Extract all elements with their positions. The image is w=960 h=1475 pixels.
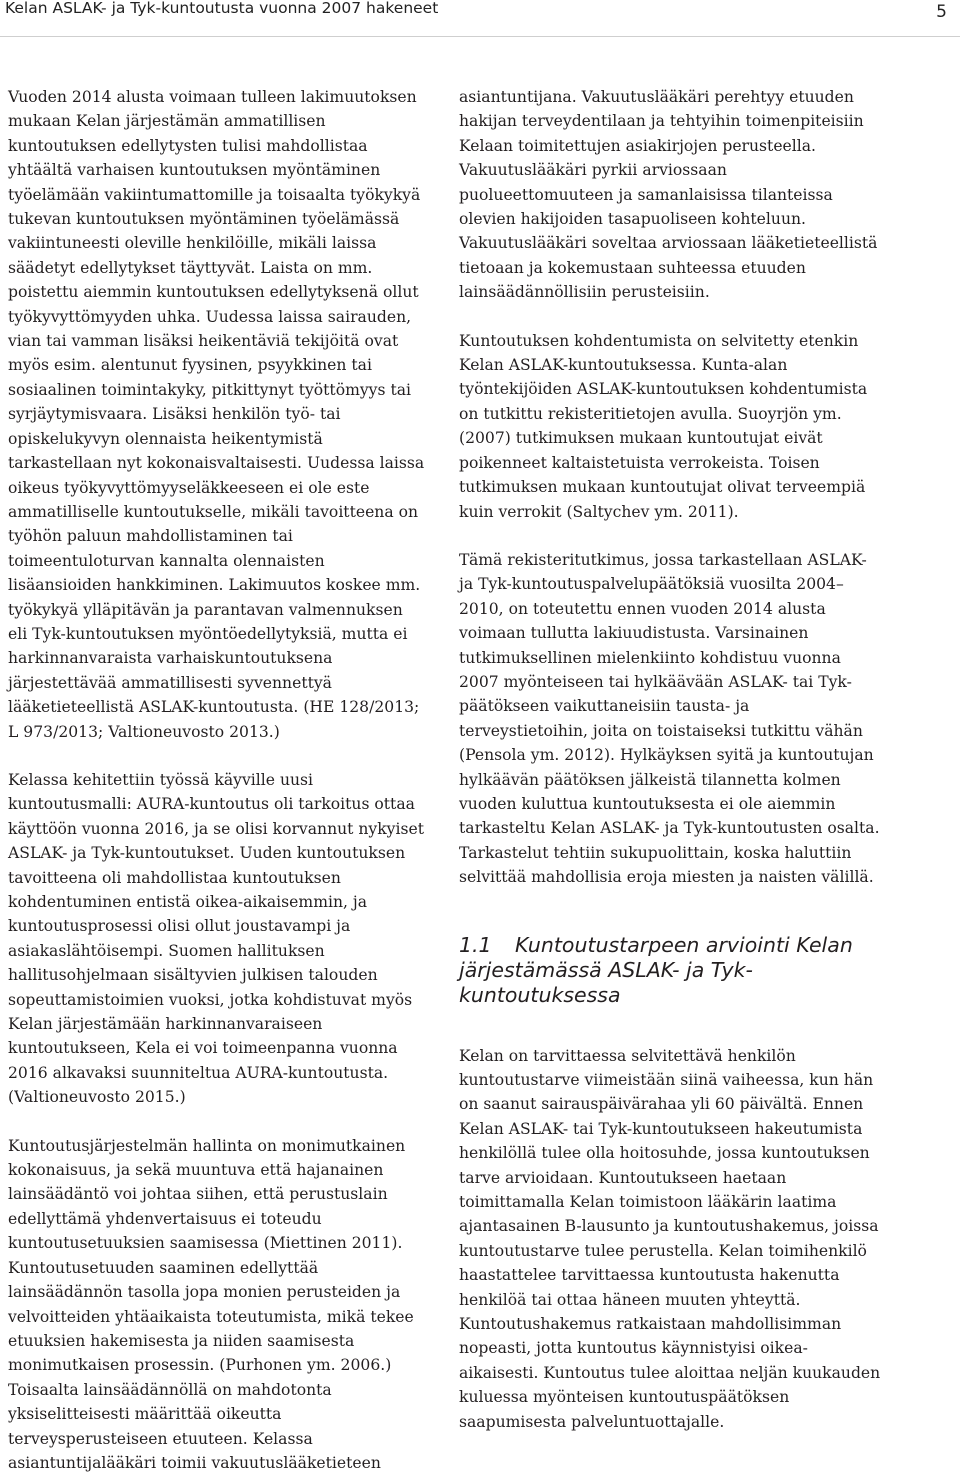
page-number: 5 [936,2,947,22]
paragraph: Tämä rekisteritutkimus, jossa tarkastellaan ASLAK- ja Tyk-kuntoutuspalvelupäätöksiä vuosilta 2004–2010, on toteutettu ennen vuoden 2014 alusta voimaan tullutta lakiuudistusta. Varsinainen tutkimuksellinen mielenkiinto kohdistuu vuonna 2007 myönteiseen tai hylkäävään ASLAK- tai Tyk-päätökseen vaikuttaneisiin tausta- ja terveystietoihin, joita on toistaiseksi tutkittu vähän (Pensola ym. 2012). Hylkäyksen syitä ja kuntoutujan hylkäävän päätöksen jälkeistä tilannetta kolmen vuoden kuluttua kuntoutuksesta ei ole aiemmin tarkasteltu Kelan ASLAK- ja Tyk-kuntoutusten osalta. Tarkastelut tehtiin sukupuolittain, koska haluttiin selvittää mahdollisia eroja miesten ja naisten välillä. [459,550,880,887]
section-number: 1.1 [459,932,492,957]
left-column [8,85,426,1475]
right-column [459,85,883,1434]
paragraph: Kelassa kehitettiin työssä käyville uusi kuntoutusmalli: AURA-kuntoutus oli tarkoitus ottaa käyttöön vuonna 2016, ja se olisi korvannut nykyiset ASLAK- ja Tyk-kuntoutukset. Uuden kuntoutuksen tavoitteena oli mahdollistaa kuntoutuksen kohdentuminen entistä oikea-aikaisemmin, ja kuntoutusprosessi olisi ollut joustavampi ja asiakaslähtöisempi. Suomen hallituksen hallitusohjelmaan sisältyvien julkisen talouden sopeuttamistoimien vuoksi, jotka kohdistuvat myös Kelan järjestämään harkinnanvaraiseen kuntoutukseen, Kela ei voi toimeenpanna vuonna 2016 alkavaksi suunniteltua AURA-kuntoutusta. (Valtioneuvosto 2015.) [8,770,424,1107]
paragraph: Kuntoutusjärjestelmän hallinta on monimutkainen kokonaisuus, ja sekä muuntuva että hajanainen lainsäädäntö voi johtaa siihen, että perustuslain edellyttämä yhdenvertaisuus ei toteudu kuntoutusetuuksien saamisessa (Miettinen 2011). Kuntoutusetuuden saaminen edellyttää lainsäädännön tasolla jopa monien perusteiden ja velvoitteiden yhtäaikaista toteutumista, mikä tekee etuuksien hakemisesta ja niiden saamisesta monimutkaisen prosessin. (Purhonen ym. 2006.) Toisaalta lainsäädännöllä on mahdotonta yksiselitteisesti määrittää oikeutta terveysperusteiseen etuuteen. Kelassa asiantuntijalääkäri toimii vakuutuslääketieteen [8,1136,414,1472]
running-title: Kelan ASLAK- ja Tyk-kuntoutusta vuonna 2007 hakeneet [5,0,439,17]
section-title: Kuntoutustarpeen arviointi Kelan järjestämässä ASLAK- ja Tyk-kuntoutuksessa [459,932,853,1007]
page-header [0,0,960,37]
paragraph: Kelan on tarvittaessa selvitettävä henkilön kuntoutustarve viimeistään siinä vaiheessa, kun hän on saanut sairauspäivärahaa yli 60 päivältä. Ennen Kelan ASLAK- tai Tyk-kuntoutukseen hakeutumista henkilöllä tulee olla hoitosuhde, jossa kuntoutuksen tarve arvioidaan. Kuntoutukseen haetaan toimittamalla Kelan toimistoon lääkärin laatima ajantasainen B-lausunto ja kuntoutushakemus, joissa kuntoutustarve tulee perustella. Kelan toimihenkilö haastattelee tarvittaessa kuntoutusta hakenutta henkilöä tai ottaa häneen muuten yhteyttä. Kuntoutushakemus ratkaistaan mahdollisimman nopeasti, jotta kuntoutus käynnistyisi oikea-aikaisesti. Kuntoutus tulee aloittaa neljän kuukauden kuluessa myönteisen kuntoutuspäätöksen saapumisesta palveluntuottajalle. [459,1046,881,1431]
paragraph: Kuntoutuksen kohdentumista on selvitetty etenkin Kelan ASLAK-kuntoutuksessa. Kunta-alan työntekijöiden ASLAK-kuntoutuksen kohdentumista on tutkittu rekisteritietojen avulla. Suoyrjön ym. (2007) tutkimuksen mukaan kuntoutujat eivät poikenneet kaltaistetuista verrokeista. Toisen tutkimuksen mukaan kuntoutujat olivat terveempiä kuin verrokit (Saltychev ym. 2011). [459,331,868,521]
paragraph: Vuoden 2014 alusta voimaan tulleen lakimuutoksen mukaan Kelan järjestämän ammatillisen kuntoutuksen edellytysten tulisi mahdollistaa yhtäältä varhaisen kuntoutuksen myöntäminen työelämään vakiintumattomille ja toisaalta työkykyä tukevan kuntoutuksen myöntäminen työelämässä vakiintuneesti oleville henkilöille, mikäli laissa säädetyt edellytykset täyttyvät. Laista on mm. poistettu aiemmin kuntoutuksen edellytyksenä ollut työkyvyttömyyden uhka. Uudessa laissa sairauden, vian tai vamman lisäksi heikentäviä tekijöitä ovat myös esim. alentunut fyysinen, psyykkinen tai sosiaalinen toimintakyky, pitkittynyt työttömyys tai syrjäytymisvaara. Lisäksi henkilön työ- tai opiskelukyvyn olennaista heikentymistä tarkastellaan nyt kokonaisvaltaisesti. Uudessa laissa oikeus työkyvyttömyyseläkkeeseen ei ole este ammatilliselle kuntoutukselle, mikäli tavoitteena on työhön paluun mahdollistaminen tai toimeentuloturvan kannalta olennaisten lisäansioiden hankkiminen. Lakimuutos koskee mm. työkykyä ylläpitävän ja parantavan valmennuksen eli Tyk-kuntoutuksen myöntöedellytyksiä, mutta ei harkinnanvaraista varhaiskuntoutuksena järjestettävää ammatillisesti syvennettyä lääketieteellistä ASLAK-kuntoutusta. (HE 128/2013; L 973/2013; Valtioneuvosto 2013.) [8,88,425,741]
header-divider [0,36,960,37]
paragraph: asiantuntijana. Vakuutuslääkäri perehtyy etuuden hakijan terveydentilaan ja tehtyihin toimenpiteisiin Kelaan toimitettujen asiakirjojen perusteella. Vakuutuslääkäri pyrkii arviossaan puolueettomuuteen ja samanlaisissa tilanteissa olevien hakijoiden tasapuoliseen kohteluun. Vakuutuslääkäri soveltaa arviossaan lääketieteellistä tietoaan ja kokemustaan suhteessa etuuden lainsäädännöllisiin perusteisiin. [459,88,878,302]
section-heading [459,933,883,1008]
